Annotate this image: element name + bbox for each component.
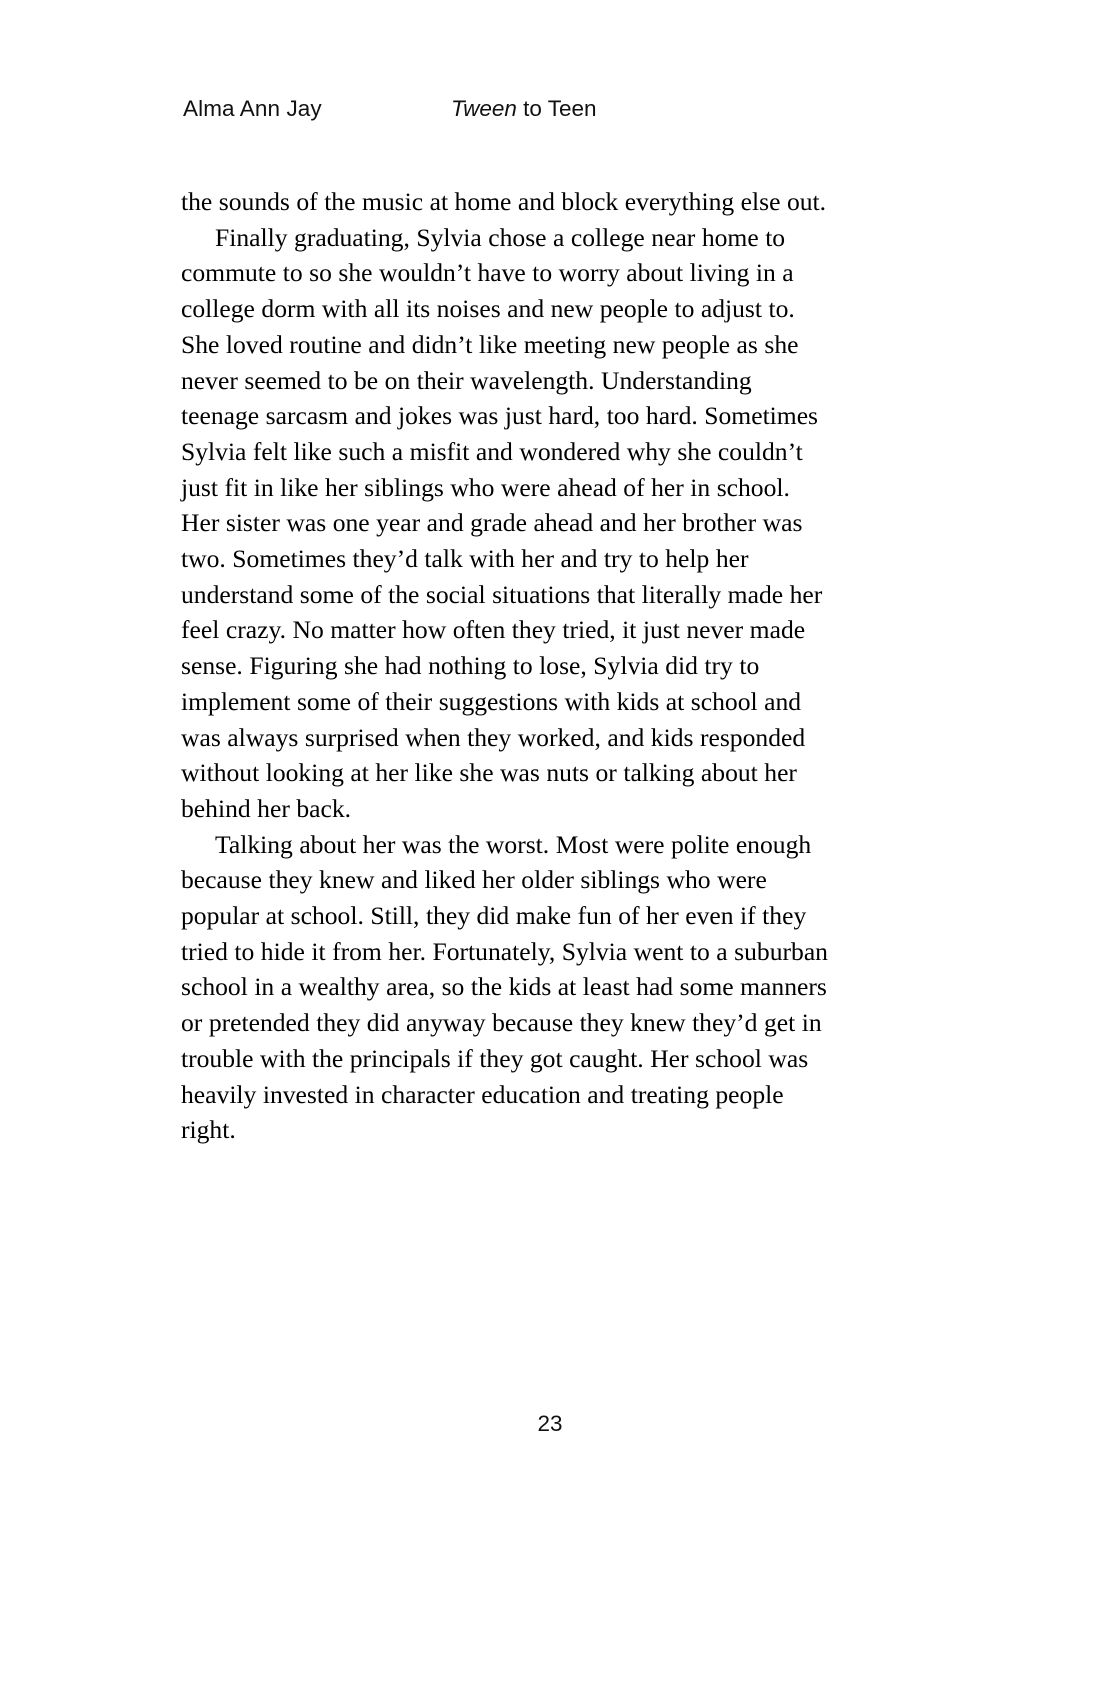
running-header xyxy=(183,92,843,126)
header-book-title-rest: to Teen xyxy=(516,96,597,121)
header-book-title-italic: Tween xyxy=(451,96,517,121)
page-number: 23 xyxy=(537,1411,563,1436)
body-text-block xyxy=(181,184,833,1148)
paragraph-1: Finally graduating, Sylvia chose a college near home to commute to so she wouldn’t have to worry about living in a college dorm with all its noises and new people to adjust to. She loved routine and didn’t like meeting new people as she never seemed to be on their wavelength. Understanding teenage sarcasm and jokes was just hard, too hard. Sometimes Sylvia felt like such a misfit and wondered why she couldn’t just fit in like her siblings who were ahead of her in school. Her sister was one year and grade ahead and her brother was two. Sometimes they’d talk with her and try to help her understand some of the social situations that literally made her feel crazy. No matter how often they tried, it just never made sense. Figuring she had nothing to lose, Sylvia did try to implement some of their suggestions with kids at school and was always surprised when they worked, and kids responded without looking at her like she was nuts or talking about her behind her back. xyxy=(181,222,823,823)
header-book-title xyxy=(451,92,597,126)
paragraph-0: the sounds of the music at home and block everything else out. xyxy=(181,187,827,216)
header-author-name: Alma Ann Jay xyxy=(183,96,322,121)
paragraph-2: Talking about her was the worst. Most were polite enough because they knew and liked her older siblings who were popular at school. Still, they did make fun of her even if they tried to hide it from her. Fortunately, Sylvia went to a suburban school in a wealthy area, so the kids at least had some manners or pretended they did anyway because they knew they’d get in trouble with the principals if they got caught. Her school was heavily invested in character education and treating people right. xyxy=(181,829,828,1145)
